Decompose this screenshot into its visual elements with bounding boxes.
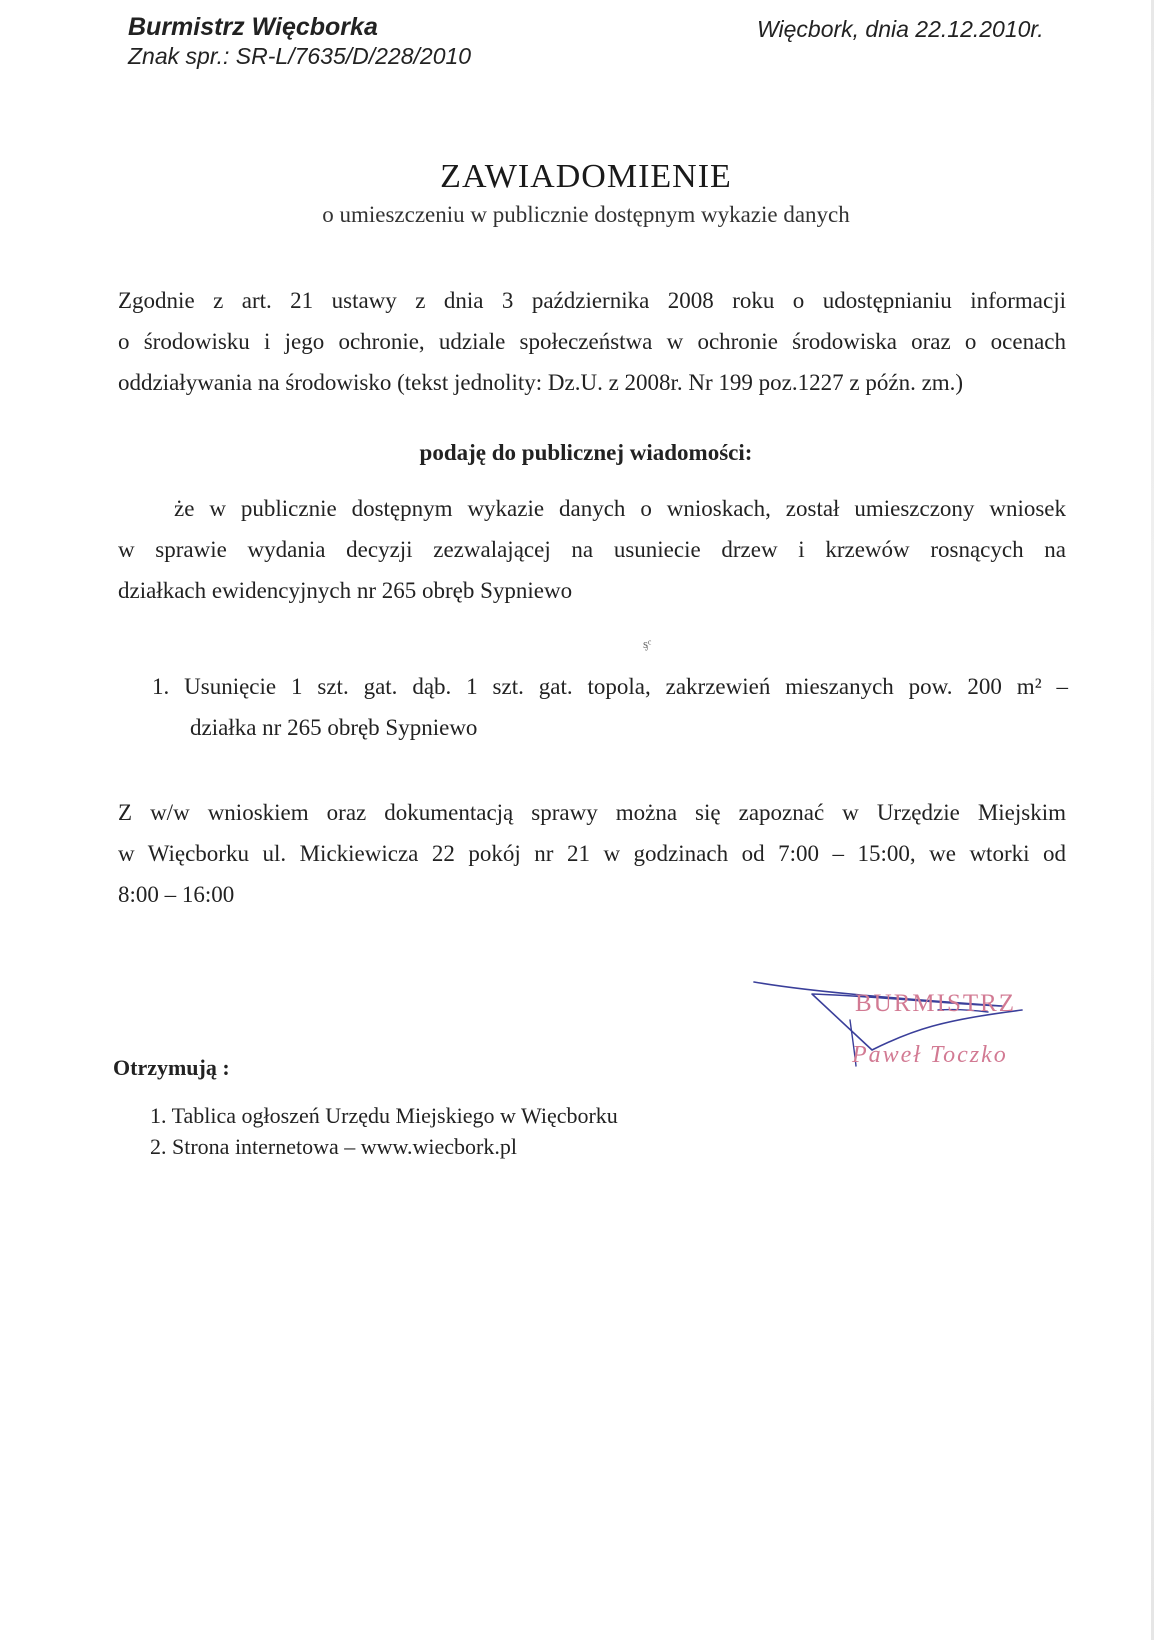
recipients-list <box>150 1100 618 1162</box>
letterhead <box>128 12 471 70</box>
stamp-title: BURMISTRZ <box>855 990 1017 1017</box>
legal-basis-line: Zgodnie z art. 21 ustawy z dnia 3 października 2008 roku o udostępnianiu informacji <box>118 288 1066 313</box>
legal-basis-line: oddziaływania na środowisko (tekst jednolity: Dz.U. z 2008r. Nr 199 poz.1227 z późn. zm.) <box>118 370 964 395</box>
recipient-item: 2. Strona internetowa – www.wiecbork.pl <box>150 1134 517 1159</box>
access-paragraph <box>118 792 1066 915</box>
list-item-number: 1. <box>152 674 170 699</box>
list-item-continuation: działka nr 265 obręb Sypniewo <box>190 715 478 740</box>
notice-line: w sprawie wydania decyzji zezwalającej na usuniecie drzew i krzewów rosnących na <box>118 537 1066 562</box>
access-line: 8:00 – 16:00 <box>118 882 235 907</box>
notice-paragraph <box>118 488 1066 611</box>
list-item-text: Usunięcie 1 szt. gat. dąb. 1 szt. gat. topola, zakrzewień mieszanych pow. 200 m² – <box>184 674 1068 699</box>
stamp-name: Paweł Toczko <box>852 1042 1008 1068</box>
recipient-item: 1. Tablica ogłoszeń Urzędu Miejskiego w Więcborku <box>150 1103 618 1128</box>
case-reference: Znak spr.: SR-L/7635/D/228/2010 <box>128 43 472 69</box>
access-line: w Więcborku ul. Mickiewicza 22 pokój nr 21 w godzinach od 7:00 – 15:00, we wtorki od <box>118 841 1066 866</box>
request-items-list <box>152 666 1068 748</box>
list-item <box>152 666 1068 748</box>
scan-edge-shadow <box>1151 0 1154 1640</box>
stray-mark: ᶊᶜ <box>643 636 652 651</box>
recipients-label: Otrzymują : <box>113 1055 230 1080</box>
legal-basis-line: o środowisku i jego ochronie, udziale społeczeństwa w ochronie środowiska oraz o ocenach <box>118 329 1066 354</box>
declaration-heading: podaję do publicznej wiadomości: <box>419 440 753 465</box>
notice-line: że w publicznie dostępnym wykazie danych o wnioskach, został umieszczony wniosek <box>174 496 1066 521</box>
issuing-authority: Burmistrz Więcborka <box>128 13 378 41</box>
mayor-stamp <box>752 980 1072 1100</box>
legal-basis-paragraph <box>118 280 1066 403</box>
document-subtitle: o umieszczeniu w publicznie dostępnym wykazie danych <box>322 202 850 227</box>
notice-line: działkach ewidencyjnych nr 265 obręb Sypniewo <box>118 578 573 603</box>
access-line: Z w/w wnioskiem oraz dokumentacją sprawy można się zapoznać w Urzędzie Miejskim <box>118 800 1066 825</box>
document-date: Więcbork, dnia 22.12.2010r. <box>757 16 1044 42</box>
document-title: ZAWIADOMIENIE <box>440 158 732 195</box>
